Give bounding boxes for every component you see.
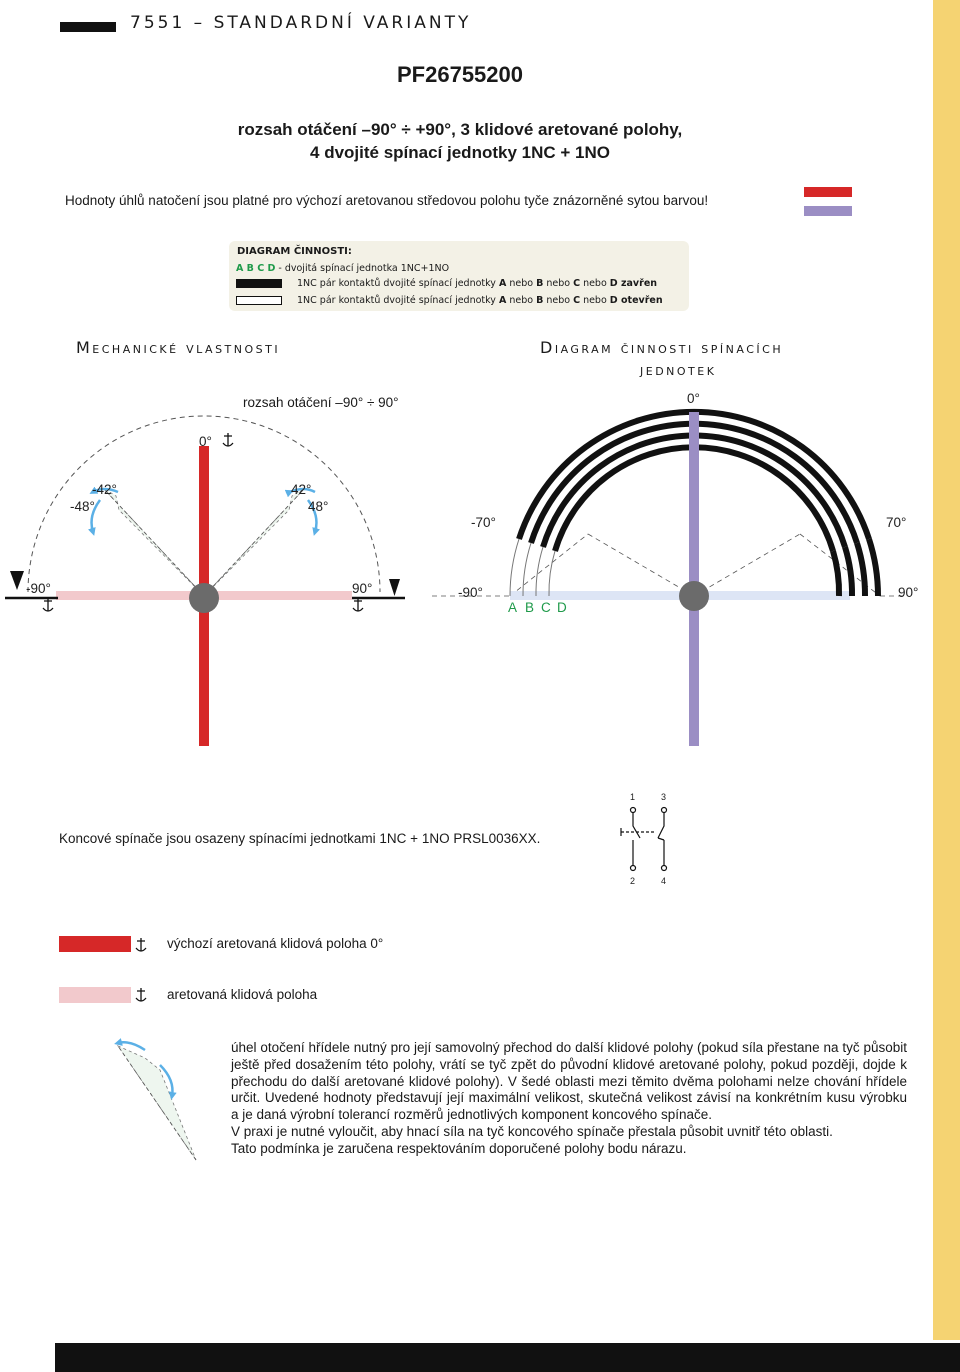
diag-vertical-bar	[689, 412, 699, 746]
mech-label-m90: -90°	[26, 581, 51, 596]
diag-label-b: B	[525, 600, 535, 615]
legend-b: B	[536, 295, 544, 306]
mech-label-m42: -42°	[92, 482, 117, 497]
diag-label-zero: 0°	[687, 391, 700, 406]
switch-schematic-icon	[621, 808, 667, 871]
legend-open-pre: 1NC pár kontaktů dvojité spínací jednotky	[297, 295, 499, 306]
legend-or: nebo	[506, 295, 537, 306]
mech-hub	[189, 583, 219, 613]
header-title: 7551 – STANDARDNÍ VARIANTY	[130, 13, 472, 33]
switching-diagram	[432, 391, 918, 746]
legend-or: nebo	[506, 278, 537, 289]
diag-hub	[679, 581, 709, 611]
mech-stop-right	[389, 579, 400, 596]
legend-other-swatch	[59, 987, 131, 1003]
mech-label-m48: -48°	[70, 499, 95, 514]
diag-open-arcs-left	[510, 539, 555, 596]
anchor-icon	[353, 598, 363, 611]
mechanical-diagram	[5, 416, 405, 746]
legend-closed-pre: 1NC pár kontaktů dvojité spínací jednotky	[297, 278, 499, 289]
diag-label-a: A	[508, 600, 518, 615]
legend-c: C	[573, 278, 581, 289]
angle-note: Hodnoty úhlů natočení jsou platné pro výchozí aretovanou středovou polohu tyče znázorněné sytou barvou!	[65, 193, 709, 208]
explanation-p3: Tato podmínka je zaručena respektováním doporučené polohy bodu nárazu.	[231, 1140, 687, 1156]
legend-or: nebo	[543, 278, 574, 289]
diag-label-p90: 90°	[898, 585, 919, 600]
section-diagram-line1: Diagram činnosti spínacích	[540, 338, 784, 357]
legend-d: D	[609, 295, 618, 306]
diag-label-m70: -70°	[471, 515, 496, 530]
switch-pin-4: 4	[661, 876, 667, 886]
legend-c: C	[573, 295, 581, 306]
diag-label-p70: 70°	[886, 515, 907, 530]
explanation-p1: úhel otočení hřídele nutný pro její samovolný přechod do další klidové polohy (pokud síla přestane na tyč působit ještě před dosažením této polohy, vrátí se tyč zpět do původní klidové aretované polohy, pokud později, dojde k přechodu do další aretované klidové polohy). V šedé oblasti mezi těmito dvěma polohami nelze chování hřídele určit. Uvedené hodnoty představují její maximální velikost, skutečná velikost závisí na konkrétním kusu výrobku a je daná výrobní tolerancí rozměrů jednotlivých komponent koncového spínače.	[231, 1040, 907, 1123]
legend-or: nebo	[580, 295, 610, 306]
explain-zone-graphic	[118, 1042, 196, 1160]
mech-label-p90: 90°	[352, 581, 373, 596]
anchor-icon	[43, 598, 53, 611]
legend-or: nebo	[580, 278, 610, 289]
rotation-range-label: rozsah otáčení –90° ÷ 90°	[243, 395, 399, 410]
diag-label-d: D	[557, 600, 567, 615]
legend-b: B	[536, 278, 544, 289]
legend-a: A	[498, 278, 507, 289]
section-mechanical: Mechanické vlastnosti	[76, 338, 281, 357]
side-stripe	[933, 0, 960, 1340]
mech-stop-left	[10, 571, 24, 590]
legend-closed-word: zavřen	[617, 278, 658, 289]
switch-pin-3: 3	[661, 792, 667, 802]
legend-abcd-desc: - dvojitá spínací jednotka 1NC+1NO	[275, 263, 450, 274]
section-diagram-line2: jednotek	[640, 360, 717, 379]
switch-note: Koncové spínače jsou osazeny spínacími jednotkami 1NC + 1NO PRSL0036XX.	[59, 831, 541, 846]
legend-title: DIAGRAM ČINNOSTI:	[237, 246, 352, 257]
explanation-text	[231, 1040, 907, 1158]
legend-default-swatch	[59, 936, 131, 952]
legend-or: nebo	[543, 295, 574, 306]
product-code: PF26755200	[397, 62, 523, 87]
switch-pin-2: 2	[630, 876, 636, 886]
switch-pin-1: 1	[630, 792, 636, 802]
legend-other-text: aretovaná klidová poloha	[167, 987, 318, 1002]
explanation-p2: V praxi je nutné vyloučit, aby hnací síla na tyč koncového spínače přestala působit uvnitř této oblasti.	[231, 1123, 833, 1139]
mech-label-zero: 0°	[199, 434, 212, 449]
legend-open-word: otevřen	[617, 295, 663, 306]
legend-abcd: A B C D	[236, 263, 276, 274]
mech-label-p42: 42°	[291, 482, 312, 497]
anchor-icon	[136, 938, 146, 951]
subtitle-line1: rozsah otáčení –90° ÷ +90°, 3 klidové aretované polohy,	[237, 120, 683, 139]
subtitle-line2: 4 dvojité spínací jednotky 1NC + 1NO	[310, 143, 610, 162]
anchor-icon	[223, 433, 233, 446]
legend-default-text: výchozí aretovaná klidová poloha 0°	[167, 936, 384, 951]
legend-a: A	[498, 295, 507, 306]
legend-d: D	[609, 278, 618, 289]
mech-label-p48: 48°	[308, 499, 329, 514]
bottom-bar	[55, 1343, 960, 1372]
anchor-icon	[136, 988, 146, 1001]
diag-label-m90: -90°	[458, 585, 483, 600]
diag-label-c: C	[541, 600, 551, 615]
